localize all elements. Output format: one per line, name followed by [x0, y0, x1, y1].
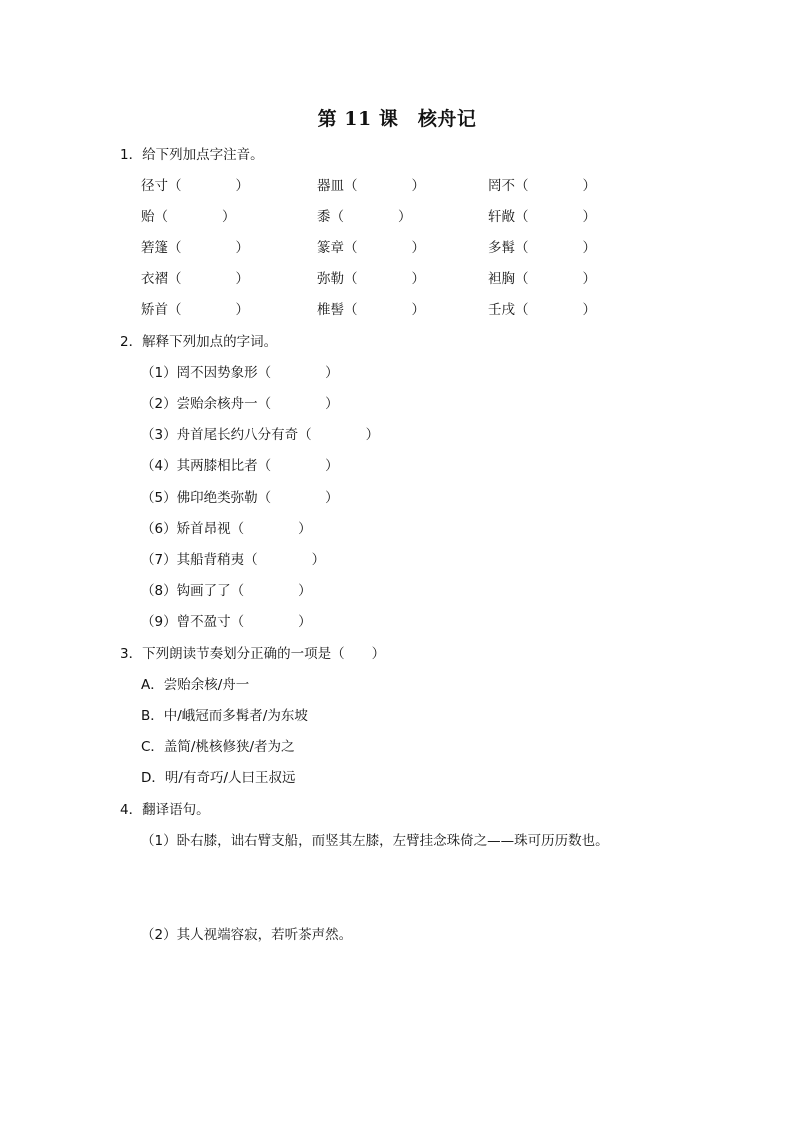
q1-item: 箬篷（ ）: [141, 240, 249, 256]
q1-item: 贻（ ）: [141, 209, 236, 225]
question-1-stem: 1．给下列加点字注音。: [120, 147, 264, 163]
q2-item: （1）罔不因势象形（ ）: [141, 365, 339, 381]
q3-option-d: D．明/有奇巧/人曰王叔远: [141, 770, 296, 786]
q1-item: 弥勒（ ）: [317, 271, 425, 287]
q1-item: 罔不（ ）: [488, 178, 596, 194]
q3-option-b: B．中/峨冠而多髯者/为东坡: [141, 708, 308, 724]
q1-item: 器皿（ ）: [317, 178, 425, 194]
q1-item: 篆章（ ）: [317, 240, 425, 256]
question-2-stem: 2．解释下列加点的字词。: [120, 334, 278, 350]
q1-item: 袒胸（ ）: [488, 271, 596, 287]
q2-item: （6）矫首昂视（ ）: [141, 521, 312, 537]
q2-item: （2）尝贻余核舟一（ ）: [141, 396, 339, 412]
q2-item: （3）舟首尾长约八分有奇（ ）: [141, 427, 380, 443]
q1-item: 多髯（ ）: [488, 240, 596, 256]
question-3-stem: 3．下列朗读节奏划分正确的一项是（ ）: [120, 646, 386, 662]
q2-item: （7）其船背稍夷（ ）: [141, 552, 326, 568]
q3-option-a: A．尝贻余核/舟一: [141, 677, 250, 693]
q2-item: （5）佛印绝类弥勒（ ）: [141, 490, 339, 506]
q1-item: 壬戌（ ）: [488, 302, 596, 318]
page-title: 第 11 课 核舟记: [317, 108, 477, 130]
q1-item: 径寸（ ）: [141, 178, 249, 194]
q2-item: （8）钩画了了（ ）: [141, 583, 312, 599]
q4-item: （1）卧右膝，诎右臂支船，而竖其左膝，左臂挂念珠倚之——珠可历历数也。: [141, 833, 609, 849]
q3-option-c: C．盖简/桃核修狭/者为之: [141, 739, 295, 755]
question-4-stem: 4．翻译语句。: [120, 802, 210, 818]
q1-item: 椎髻（ ）: [317, 302, 425, 318]
q2-item: （9）曾不盈寸（ ）: [141, 614, 312, 630]
q2-item: （4）其两膝相比者（ ）: [141, 458, 339, 474]
q1-item: 矫首（ ）: [141, 302, 249, 318]
q1-item: 衣褶（ ）: [141, 271, 249, 287]
q1-item: 轩敞（ ）: [488, 209, 596, 225]
q4-item: （2）其人视端容寂，若听茶声然。: [141, 927, 353, 943]
q1-item: 黍（ ）: [317, 209, 412, 225]
